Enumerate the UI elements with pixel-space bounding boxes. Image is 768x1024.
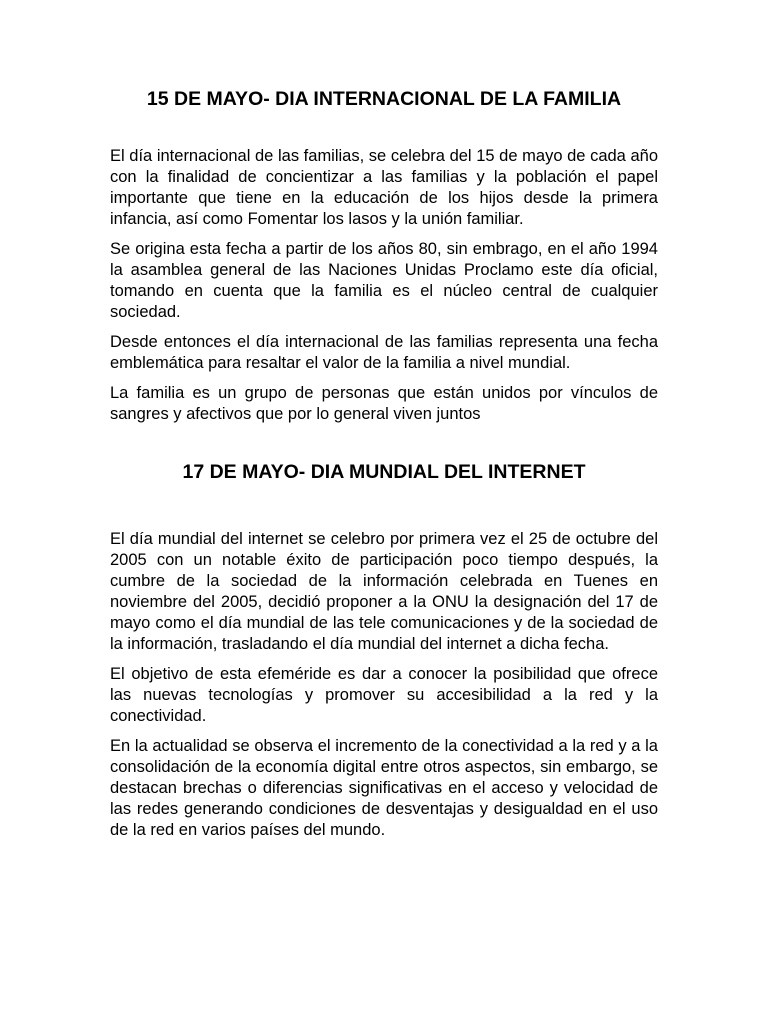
paragraph: El día internacional de las familias, se celebra del 15 de mayo de cada año con la finalidad de concientizar a las familias y la población el papel importante que tiene en la educación de los hijos desde la primera infancia, así como Fomentar los lasos y la unión familiar. xyxy=(110,147,658,228)
section-title-dia-internet: 17 DE MAYO- DIA MUNDIAL DEL INTERNET xyxy=(182,461,586,483)
document-page xyxy=(110,86,658,850)
paragraph: La familia es un grupo de personas que están unidos por vínculos de sangres y afectivos que por lo general viven juntos xyxy=(110,384,658,423)
paragraph: El objetivo de esta efeméride es dar a conocer la posibilidad que ofrece las nuevas tecnologías y promover su accesibilidad a la red y la conectividad. xyxy=(110,665,658,725)
paragraph: En la actualidad se observa el incremento de la conectividad a la red y a la consolidación de la economía digital entre otros aspectos, sin embargo, se destacan brechas o diferencias significativas en el acceso y velocidad de las redes generando condiciones de desventajas y desigualdad en el uso de la red en varios países del mundo. xyxy=(110,737,658,839)
paragraph: Desde entonces el día internacional de las familias representa una fecha emblemática para resaltar el valor de la familia a nivel mundial. xyxy=(110,333,658,372)
paragraph: Se origina esta fecha a partir de los años 80, sin embrago, en el año 1994 la asamblea general de las Naciones Unidas Proclamo este día oficial, tomando en cuenta que la familia es el núcleo central de cualquier sociedad. xyxy=(110,240,658,321)
paragraph: El día mundial del internet se celebro por primera vez el 25 de octubre del 2005 con un notable éxito de participación poco tiempo después, la cumbre de la sociedad de la información celebrada en Tuenes en noviembre del 2005, decidió proponer a la ONU la designación del 17 de mayo como el día mundial de las tele comunicaciones y de la sociedad de la información, trasladando el día mundial del internet a dicha fecha. xyxy=(110,530,658,653)
section-title-dia-familia: 15 DE MAYO- DIA INTERNACIONAL DE LA FAMILIA xyxy=(146,88,622,110)
